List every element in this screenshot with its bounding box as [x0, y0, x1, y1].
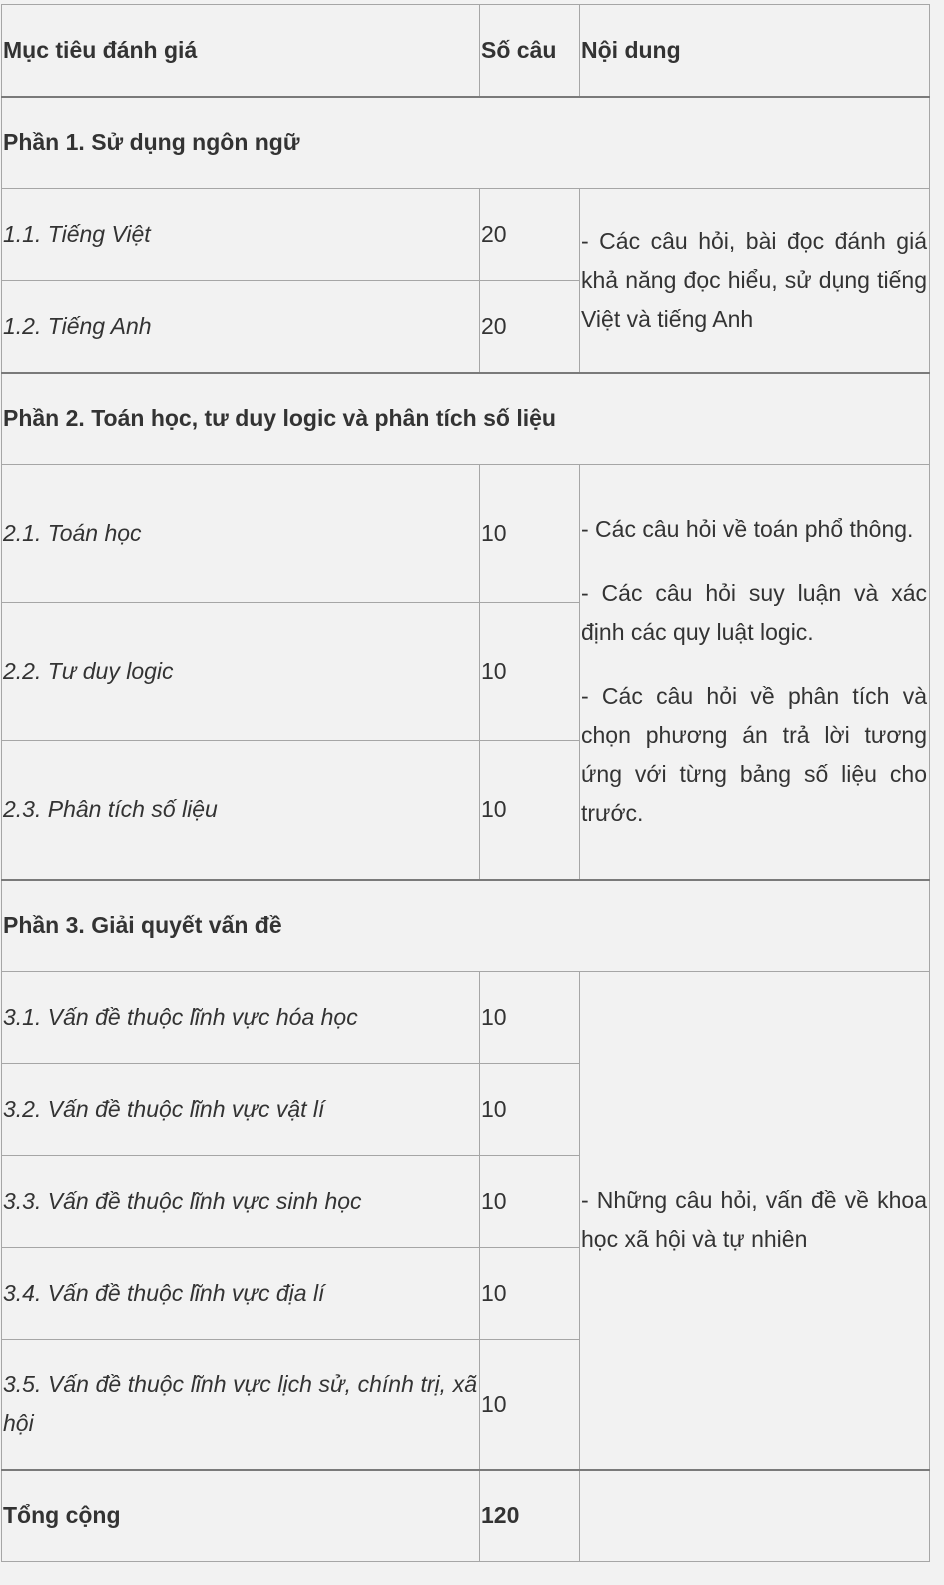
total-row: [2, 1470, 930, 1562]
row-label: 2.2. Tư duy logic: [2, 603, 480, 741]
row-count: 10: [480, 603, 580, 741]
row-label: 2.1. Toán học: [2, 465, 480, 603]
header-count: Số câu: [480, 5, 580, 97]
row-label: 3.5. Vấn đề thuộc lĩnh vực lịch sử, chính trị, xã hội: [2, 1340, 480, 1470]
content-paragraph: - Các câu hỏi về phân tích và chọn phương án trả lời tương ứng với từng bảng số liệu cho trước.: [581, 683, 927, 827]
section-row-part1: [2, 97, 930, 189]
header-content: Nội dung: [580, 5, 930, 97]
content-paragraph: - Các câu hỏi suy luận và xác định các quy luật logic.: [581, 580, 927, 646]
section-content-part3: - Những câu hỏi, vấn đề về khoa học xã hội và tự nhiên: [580, 972, 930, 1470]
section-title-part1: Phần 1. Sử dụng ngôn ngữ: [2, 97, 930, 189]
row-label: 1.2. Tiếng Anh: [2, 281, 480, 373]
section-row-part2: [2, 373, 930, 465]
total-label: Tổng cộng: [2, 1470, 480, 1562]
section-title-part3: Phần 3. Giải quyết vấn đề: [2, 880, 930, 972]
section-content-part1: - Các câu hỏi, bài đọc đánh giá khả năng đọc hiểu, sử dụng tiếng Việt và tiếng Anh: [580, 189, 930, 373]
section-row-part3: [2, 880, 930, 972]
total-count: 120: [480, 1470, 580, 1562]
header-objective: Mục tiêu đánh giá: [2, 5, 480, 97]
row-count: 10: [480, 1248, 580, 1340]
row-count: 10: [480, 465, 580, 603]
row-count: 20: [480, 281, 580, 373]
row-label: 2.3. Phân tích số liệu: [2, 741, 480, 880]
row-count: 10: [480, 972, 580, 1064]
row-count: 10: [480, 1156, 580, 1248]
table-row: [2, 189, 930, 281]
row-label: 1.1. Tiếng Việt: [2, 189, 480, 281]
section-title-part2: Phần 2. Toán học, tư duy logic và phân tích số liệu: [2, 373, 930, 465]
row-count: 20: [480, 189, 580, 281]
total-content: [580, 1470, 930, 1562]
row-label: 3.1. Vấn đề thuộc lĩnh vực hóa học: [2, 972, 480, 1064]
row-label: 3.4. Vấn đề thuộc lĩnh vực địa lí: [2, 1248, 480, 1340]
row-label: 3.2. Vấn đề thuộc lĩnh vực vật lí: [2, 1064, 480, 1156]
content-paragraph: - Các câu hỏi về toán phổ thông.: [581, 516, 914, 543]
row-count: 10: [480, 1064, 580, 1156]
table-row: [2, 972, 930, 1064]
table-row: [2, 465, 930, 603]
table-header-row: [2, 5, 930, 97]
section-content-part2: [580, 465, 930, 880]
exam-structure-table: [1, 4, 930, 1562]
row-label: 3.3. Vấn đề thuộc lĩnh vực sinh học: [2, 1156, 480, 1248]
row-count: 10: [480, 741, 580, 880]
row-count: 10: [480, 1340, 580, 1470]
